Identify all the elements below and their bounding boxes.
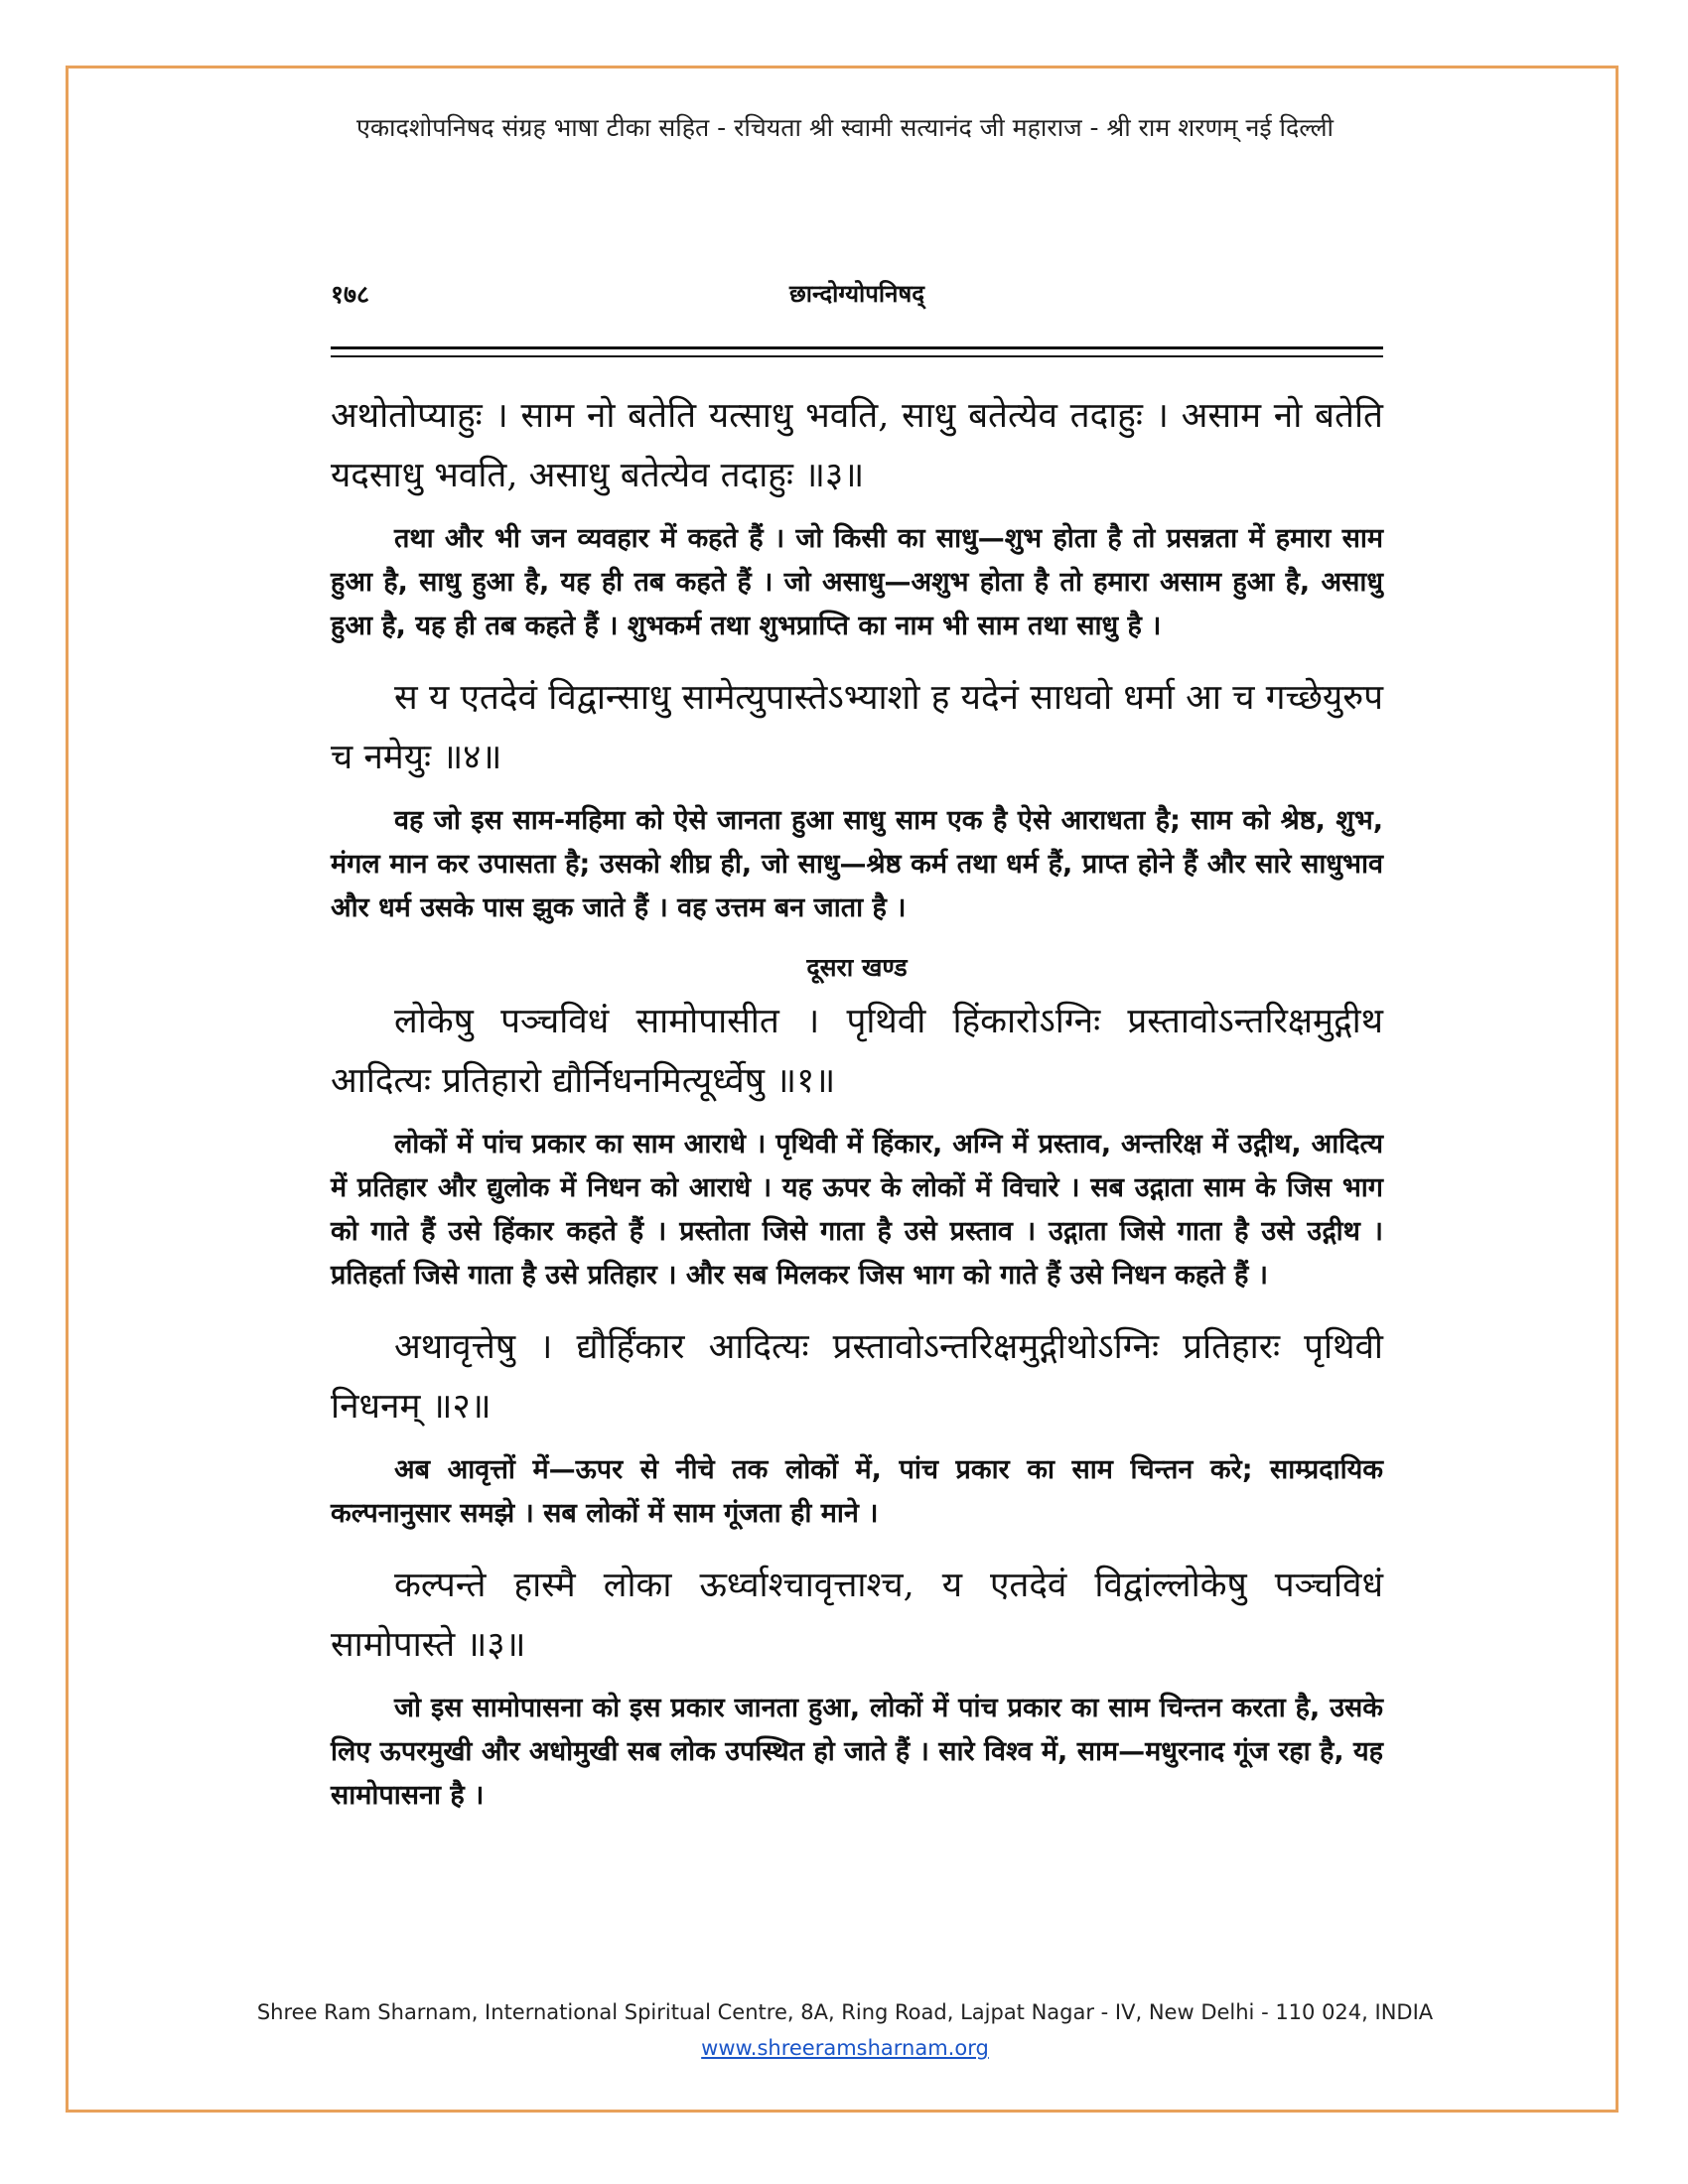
book-title: छान्दोग्योपनिषद्	[788, 280, 925, 308]
page-body	[331, 386, 1383, 1838]
verse-2-2: अथावृत्तेषु । द्यौर्हिंकार आदित्यः प्रस्तावोऽन्तरिक्षमुद्गीथोऽग्निः प्रतिहारः पृथिवी निधनम् ॥२॥	[331, 1327, 1383, 1427]
footer-address: Shree Ram Sharnam, International Spiritual Centre, 8A, Ring Road, Lajpat Nagar - IV, New Delhi - 110 024, INDIA	[256, 2000, 1434, 2024]
header-rule-thin	[331, 355, 1383, 357]
commentary-1-4: वह जो इस साम-महिमा को ऐसे जानता हुआ साधु साम एक है ऐसे आराधता है; साम को श्रेष्ठ, शुभ, मंगल मान कर उपासता है; उसको शीघ्र ही, जो साधु—श्रेष्ठ कर्म तथा धर्म हैं, प्राप्त होने हैं और सारे साधुभाव और धर्म उसके पास झुक जाते हैं । वह उत्तम बन जाता है ।	[331, 805, 1383, 923]
page-number: १७८	[331, 280, 370, 309]
commentary-1-3: तथा और भी जन व्यवहार में कहते हैं । जो किसी का साधु—शुभ होता है तो प्रसन्नता में हमारा साम हुआ है, साधु हुआ है, यह ही तब कहते हैं । जो असाधु—अशुभ होता है तो हमारा असाम हुआ है, असाधु हुआ है, यह ही तब कहते हैं । शुभकर्म तथा शुभप्राप्ति का नाम भी साम तथा साधु है ।	[331, 523, 1383, 641]
commentary-2-3: जो इस सामोपासना को इस प्रकार जानता हुआ, लोकों में पांच प्रकार का साम चिन्तन करता है, उसके लिए ऊपरमुखी और अधोमुखी सब लोक उपस्थित हो जाते हैं । सारे विश्व में, साम—मधुरनाद गूंज रहा है, यह सामोपासना है ।	[331, 1693, 1383, 1811]
header-rule-thick	[331, 346, 1383, 349]
verse-1-3: अथोतोप्याहुः । साम नो बतेति यत्साधु भवति, साधु बतेत्येव तदाहुः । असाम नो बतेति यदसाधु भवति, असाधु बतेत्येव तदाहुः ॥३॥	[331, 396, 1383, 495]
commentary-2-1: लोकों में पांच प्रकार का साम आराधे । पृथिवी में हिंकार, अग्नि में प्रस्ताव, अन्तरिक्ष में उद्गीथ, आदित्य में प्रतिहार और द्युलोक में निधन को आराधे । यह ऊपर के लोकों में विचारे । सब उद्गाता साम के जिस भाग को गाते हैं उसे हिंकार कहते हैं । प्रस्तोता जिसे गाता है उसे प्रस्ताव । उद्गाता जिसे गाता है उसे उद्गीथ । प्रतिहर्ता जिसे गाता है उसे प्रतिहार । और सब मिलकर जिस भाग को गाते हैं उसे निधन कहते हैं ।	[331, 1129, 1383, 1291]
verse-1-4: स य एतदेवं विद्वान्साधु सामेत्युपास्तेऽभ्याशो ह यदेनं साधवो धर्मा आ च गच्छेयुरुप च नमेयुः ॥४॥	[331, 678, 1383, 777]
verse-2-1: लोकेषु पञ्चविधं सामोपासीत । पृथिवी हिंकारोऽग्निः प्रस्तावोऽन्तरिक्षमुद्गीथ आदित्यः प्रतिहारो द्यौर्निधनमित्यूर्ध्वेषु ॥१॥	[331, 1002, 1383, 1101]
commentary-2-2: अब आवृत्तों में—ऊपर से नीचे तक लोकों में, पांच प्रकार का साम चिन्तन करे; साम्प्रदायिक कल्पनानुसार समझे । सब लोकों में साम गूंजता ही माने ।	[331, 1454, 1383, 1529]
page-frame	[66, 66, 1618, 2113]
document-header-title: एकादशोपनिषद संग्रह भाषा टीका सहित - रचियता श्री स्वामी सत्यानंद जी महाराज - श्री राम शरणम् नई दिल्ली	[356, 113, 1334, 142]
section-heading: दूसरा खण्ड	[806, 953, 908, 982]
running-head	[331, 277, 1383, 317]
verse-2-3: कल्पन्ते हास्मै लोका ऊर्ध्वाश्चावृत्ताश्च, य एतदेवं विद्वांल्लोकेषु पञ्चविधं सामोपास्ते ॥३॥	[331, 1566, 1383, 1665]
website-link[interactable]: www.shreeramsharnam.org	[701, 2036, 989, 2060]
